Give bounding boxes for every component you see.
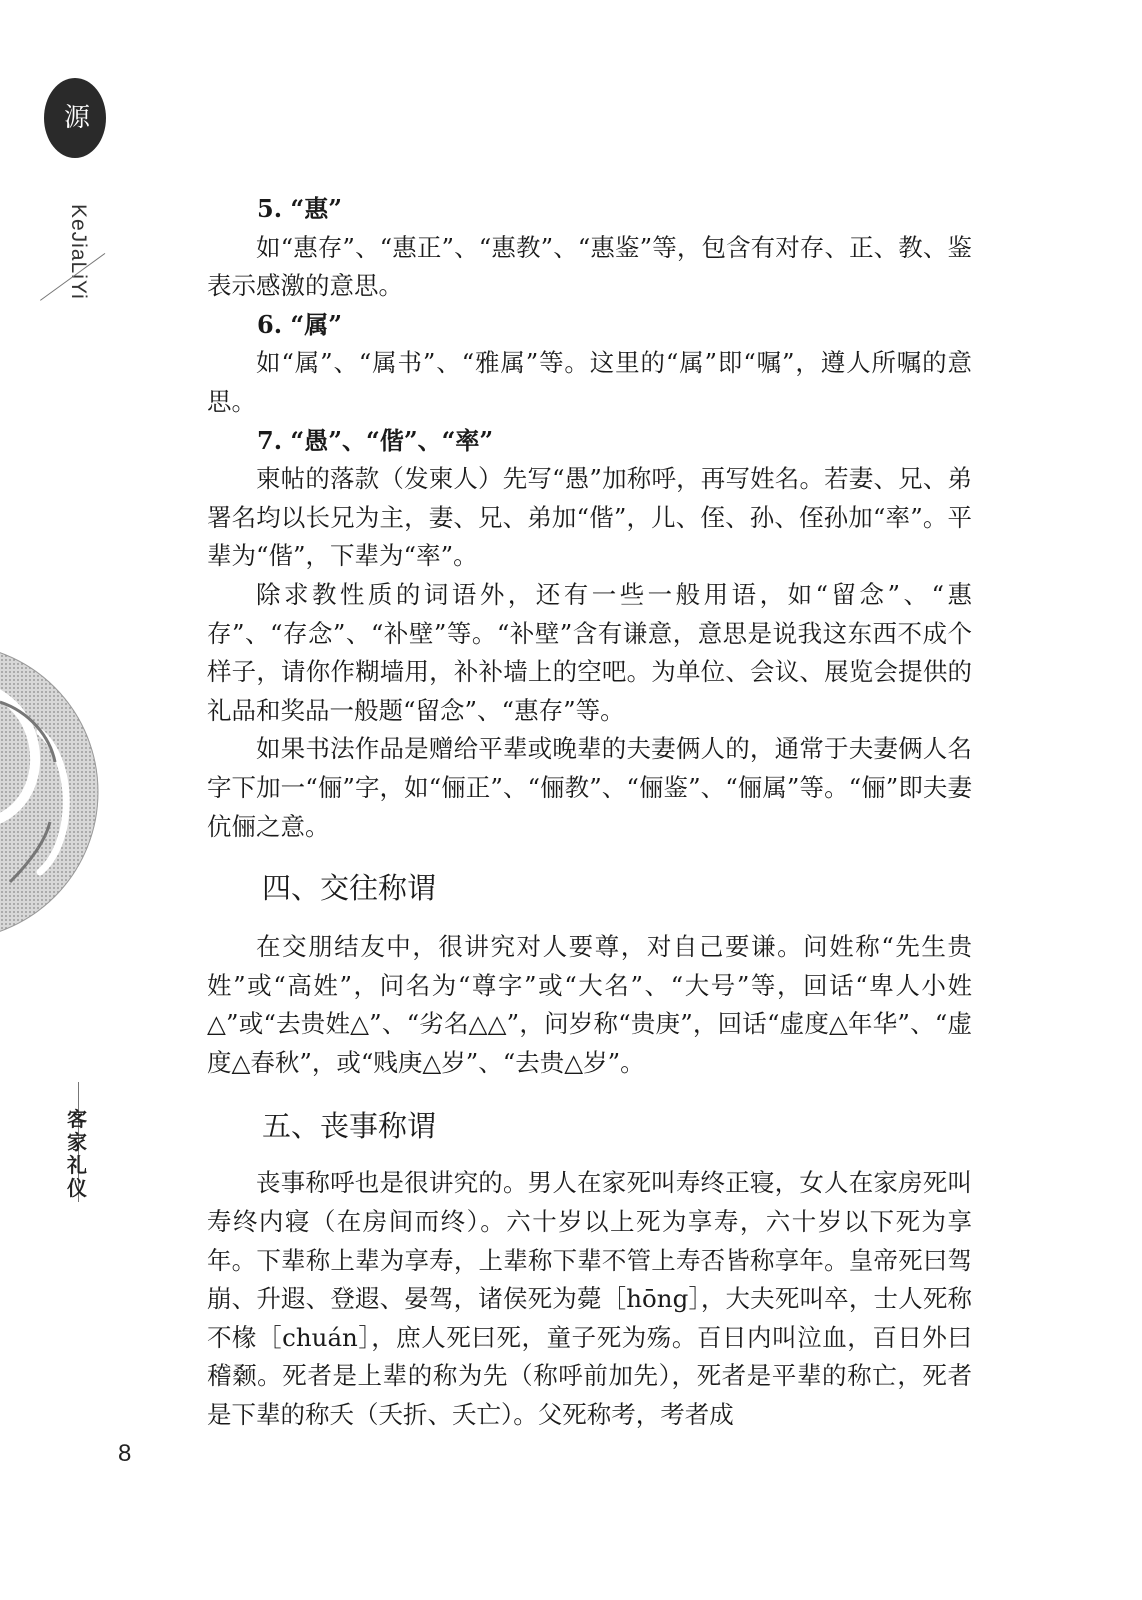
item-title: 6. “属” (257, 309, 343, 339)
seal-text: 源 (63, 103, 86, 133)
page-number: 8 (118, 1440, 132, 1467)
section-title: 五、丧事称谓 (262, 1109, 437, 1144)
paragraph: 如“惠存”、“惠正”、“惠教”、“惠鉴”等，包含有对存、正、教、鉴表示感激的意思。 (207, 232, 972, 301)
paragraph: 在交朋结友中，很讲究对人要尊，对自己要谦。问姓称“先生贵姓”或“高姓”，问名为“尊字”或“大名”、“大号”等，回话“卑人小姓△”或“去贵姓△”、“劣名△△”，问岁称“贵庚”，回话“虚度△年华”、“虚度△春秋”，或“贱庚△岁”、“去贵△岁”。 (207, 932, 972, 1077)
paragraph: 丧事称呼也是很讲究的。男人在家死叫寿终正寝，女人在家房死叫寿终内寝（在房间而终）。六十岁以上死为享寿，六十岁以下死为享年。下辈称上辈为享寿，上辈称下辈不管上寿否皆称享年。皇帝死曰驾崩、升遐、登遐、晏驾，诸侯死为薨［hōng］，大夫死叫卒，士人死称不椽［chuán］，庶人死曰死，童子死为殇。百日内叫泣血，百日外曰稽颡。死者是上辈的称为先（称呼前加先），死者是平辈的称亡，死者是下辈的称夭（夭折、夭亡）。父死称考，考者成 (207, 1168, 972, 1430)
section-title: 四、交往称谓 (262, 871, 437, 906)
paragraph: 如“属”、“属书”、“雅属”等。这里的“属”即“嘱”，遵人所嘱的意思。 (207, 348, 972, 416)
paragraph: 柬帖的落款（发柬人）先写“愚”加称呼，再写姓名。若妻、兄、弟署名均以长兄为主，妻、兄、弟加“偕”，儿、侄、孙、侄孙加“率”。平辈为“偕”，下辈为“率”。 (207, 464, 972, 571)
main-text (207, 190, 972, 1435)
item-title: 7. “愚”、“偕”、“率” (257, 425, 494, 455)
book-title-vertical: 客家礼仪 (67, 1107, 87, 1200)
seal-logo (44, 78, 106, 158)
cloud-ornament-icon (0, 642, 100, 942)
paragraph: 如果书法作品是赠给平辈或晚辈的夫妻俩人的，通常于夫妻俩人名字下加一“俪”字，如“俪正”、“俪教”、“俪鉴”、“俪属”等。“俪”即夫妻伉俪之意。 (207, 734, 972, 841)
paragraph: 除求教性质的词语外，还有一些一般用语，如“留念”、“惠存”、“存念”、“补壁”等。“补壁”含有谦意，意思是说我这东西不成个样子，请你作糊墙用，补补墙上的空吧。为单位、会议、展览会提供的礼品和奖品一般题“留念”、“惠存”等。 (207, 579, 972, 725)
series-latin-label (60, 204, 100, 304)
latin-title: KeJiaLiYi (67, 204, 90, 300)
item-title: 5. “惠” (257, 194, 343, 223)
